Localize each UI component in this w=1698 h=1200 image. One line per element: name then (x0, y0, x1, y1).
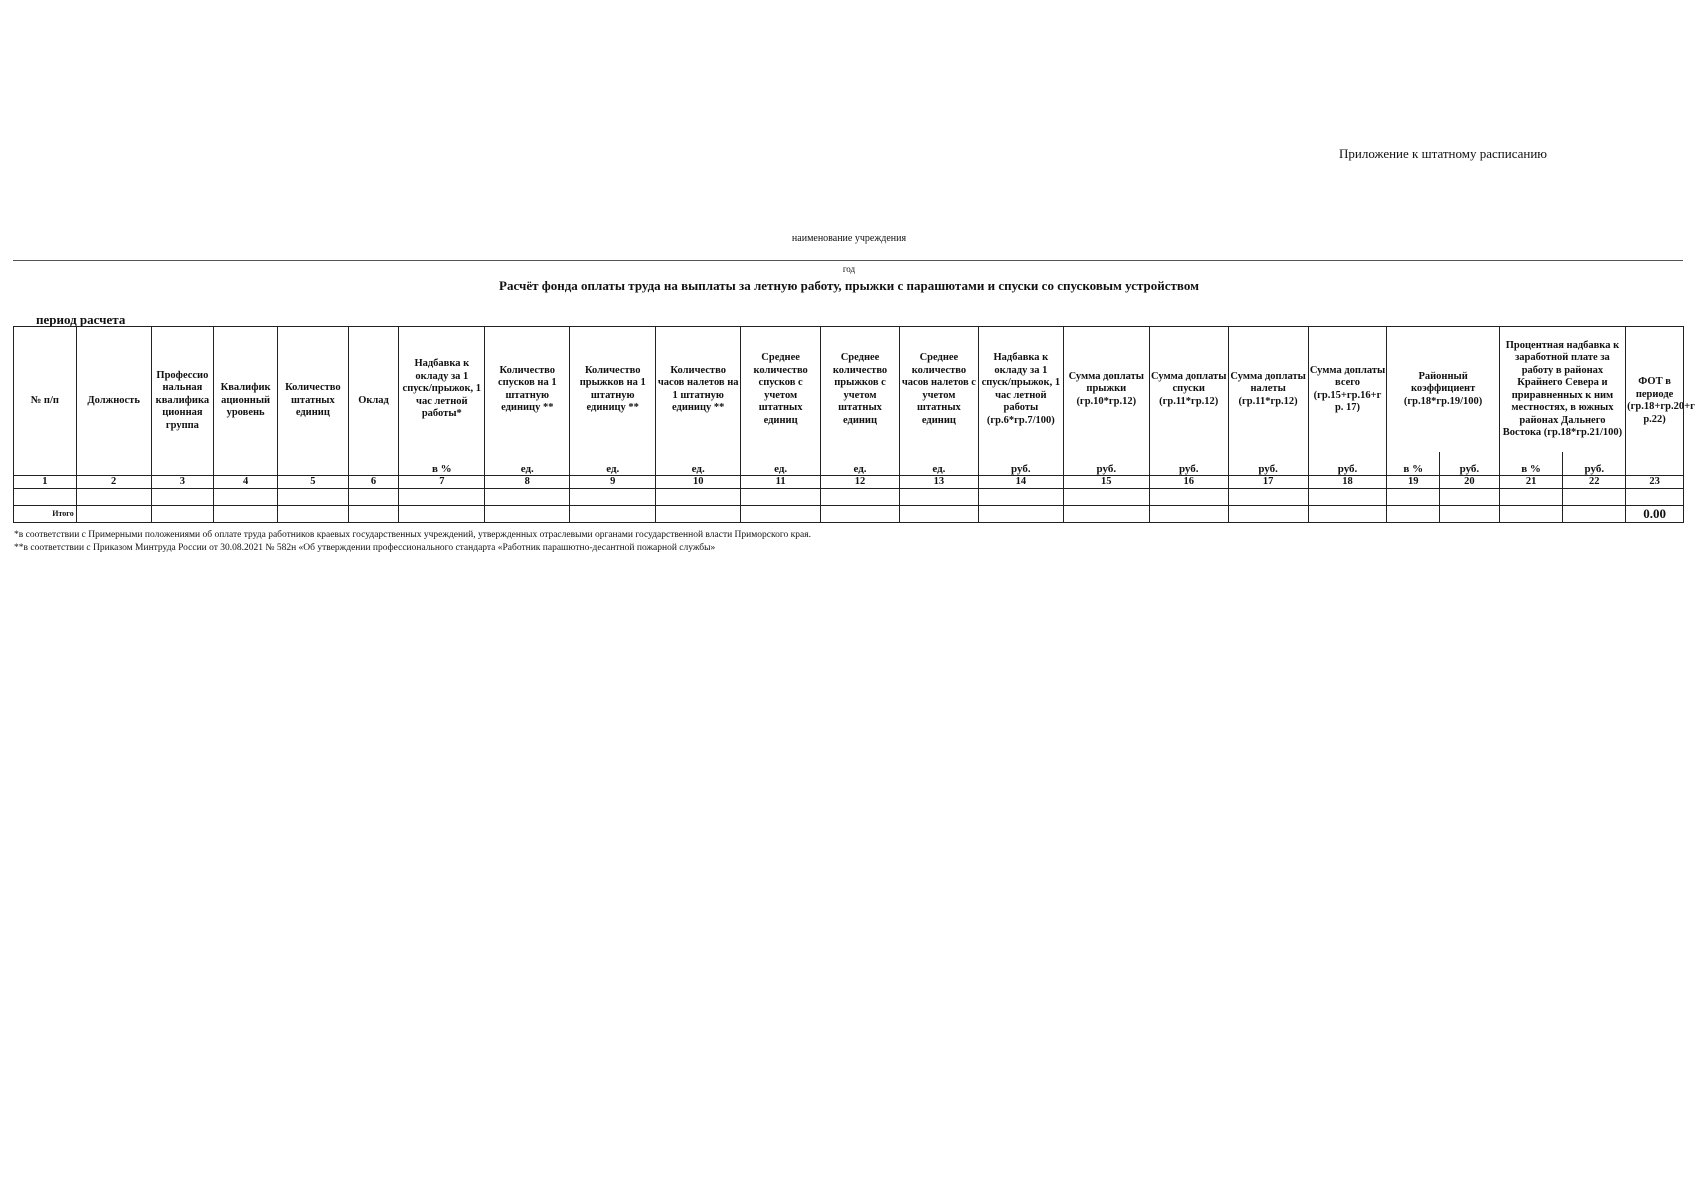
table-cell[interactable] (1440, 489, 1500, 506)
appendix-note: Приложение к штатному расписанию (1339, 146, 1548, 161)
table-cell[interactable] (1499, 506, 1563, 523)
column-number-cell: 21 (1499, 476, 1563, 489)
table-cell[interactable] (741, 506, 821, 523)
column-number-cell: 17 (1228, 476, 1308, 489)
table-cell[interactable] (1387, 489, 1440, 506)
header-cell-north-allowance: Процентная надбавка к заработной плате за работу в районах Крайнего Севера и приравненных к ним местностях, в южных районах Дальнего Востока (гр.18*гр.21/100) (1499, 327, 1625, 453)
column-number-cell: 1 (14, 476, 77, 489)
column-number-cell: 3 (151, 476, 214, 489)
table-cell[interactable] (399, 489, 485, 506)
payroll-calculation-table (13, 326, 1695, 523)
total-fot-value: 0.00 (1626, 506, 1684, 523)
table-cell[interactable] (899, 489, 978, 506)
table-cell[interactable] (399, 506, 485, 523)
table-cell[interactable] (151, 506, 214, 523)
table-cell[interactable] (76, 506, 151, 523)
column-number-row (14, 476, 1684, 489)
table-cell[interactable] (1626, 489, 1684, 506)
period-label: период расчета (36, 312, 126, 327)
table-cell[interactable] (821, 489, 900, 506)
header-row (14, 327, 1684, 453)
header-cell-regional-coefficient: Районный коэффициент (гр.18*гр.19/100) (1387, 327, 1499, 453)
unit-cell-col-12: ед. (821, 452, 900, 476)
table-cell[interactable] (741, 489, 821, 506)
column-number-cell: 19 (1387, 476, 1440, 489)
table-cell[interactable] (277, 489, 348, 506)
column-number-cell: 7 (399, 476, 485, 489)
header-cell-col-2: Должность (76, 327, 151, 476)
table-cell[interactable] (978, 489, 1063, 506)
table-cell[interactable] (899, 506, 978, 523)
institution-caption: наименование учреждения (791, 233, 907, 244)
unit-cell-col-10: ед. (656, 452, 741, 476)
header-cell-col-13: Среднее количество часов налетов с учетом штатных единиц (899, 327, 978, 453)
table-cell[interactable] (1228, 489, 1308, 506)
table-cell[interactable] (1308, 506, 1387, 523)
header-cell-col-15: Сумма доплаты прыжки (гр.10*гр.12) (1063, 327, 1149, 453)
table-cell[interactable] (1063, 489, 1149, 506)
unit-cell-col-21: в % (1499, 452, 1563, 476)
header-cell-col-18: Сумма доплаты всего (гр.15+гр.16+г р. 17) (1308, 327, 1387, 453)
table-cell[interactable] (348, 489, 399, 506)
table-cell[interactable] (1499, 489, 1563, 506)
column-number-cell: 4 (214, 476, 278, 489)
header-cell-col-17: Сумма доплаты налеты (гр.11*гр.12) (1228, 327, 1308, 453)
column-number-cell: 22 (1563, 476, 1626, 489)
column-number-cell: 18 (1308, 476, 1387, 489)
header-cell-col-1: № п/п (14, 327, 77, 476)
column-number-cell: 16 (1149, 476, 1228, 489)
footnote-2: **в соответствии с Приказом Минтруда России от 30.08.2021 № 582н «Об утверждении профессионального стандарта «Работник парашютно-десантной пожарной службы» (14, 543, 716, 553)
column-number-cell: 2 (76, 476, 151, 489)
table-cell[interactable] (656, 489, 741, 506)
header-cell-col-5: Количество штатных единиц (277, 327, 348, 476)
column-number-cell: 11 (741, 476, 821, 489)
column-number-cell: 5 (277, 476, 348, 489)
header-cell-col-12: Среднее количество прыжков с учетом штатных единиц (821, 327, 900, 453)
table-cell[interactable] (1228, 506, 1308, 523)
table-cell[interactable] (14, 489, 77, 506)
table-cell[interactable] (1563, 489, 1626, 506)
footnote-1: *в соответствии с Примерными положениями об оплате труда работников краевых государственных учреждений, утвержденных отраслевыми органами государственной власти Приморского края. (14, 530, 811, 540)
unit-cell-col-11: ед. (741, 452, 821, 476)
table-cell[interactable] (485, 489, 570, 506)
column-number-cell: 8 (485, 476, 570, 489)
table-cell[interactable] (348, 506, 399, 523)
column-number-cell: 23 (1626, 476, 1684, 489)
unit-cell-col-16: руб. (1149, 452, 1228, 476)
table-cell[interactable] (656, 506, 741, 523)
column-number-cell: 6 (348, 476, 399, 489)
table-cell[interactable] (1387, 506, 1440, 523)
table-cell[interactable] (1149, 489, 1228, 506)
unit-cell-col-19: в % (1387, 452, 1440, 476)
table-cell[interactable] (214, 489, 278, 506)
column-number-cell: 15 (1063, 476, 1149, 489)
header-cell-col-8: Количество спусков на 1 штатную единицу ** (485, 327, 570, 453)
table-cell[interactable] (978, 506, 1063, 523)
header-cell-col-14: Надбавка к окладу за 1 спуск/прыжок, 1 час летной работы (гр.6*гр.7/100) (978, 327, 1063, 453)
unit-cell-col-8: ед. (485, 452, 570, 476)
table-cell[interactable] (821, 506, 900, 523)
table-cell[interactable] (214, 506, 278, 523)
institution-name-line (13, 260, 1683, 261)
table-cell[interactable] (1149, 506, 1228, 523)
header-cell-col-6: Оклад (348, 327, 399, 476)
table-cell[interactable] (151, 489, 214, 506)
header-cell-col-3: Профессио нальная квалифика ционная группа (151, 327, 214, 476)
unit-cell-col-13: ед. (899, 452, 978, 476)
table-cell[interactable] (1308, 489, 1387, 506)
table-cell[interactable] (76, 489, 151, 506)
header-cell-col-23: ФОТ в периоде (гр.18+гр.20+г р.22) (1626, 327, 1684, 476)
unit-cell-col-22: руб. (1563, 452, 1626, 476)
column-number-cell: 20 (1440, 476, 1500, 489)
table-cell[interactable] (1563, 506, 1626, 523)
unit-cell-col-15: руб. (1063, 452, 1149, 476)
total-row (14, 506, 1684, 523)
column-number-cell: 9 (570, 476, 656, 489)
unit-cell-col-18: руб. (1308, 452, 1387, 476)
column-number-cell: 12 (821, 476, 900, 489)
header-cell-col-7: Надбавка к окладу за 1 спуск/прыжок, 1 час летной работы* (399, 327, 485, 453)
year-caption: год (842, 264, 856, 274)
table-cell[interactable] (277, 506, 348, 523)
table-cell[interactable] (1440, 506, 1500, 523)
header-cell-col-16: Сумма доплаты спуски (гр.11*гр.12) (1149, 327, 1228, 453)
table-cell[interactable] (570, 506, 656, 523)
header-cell-col-4: Квалифик ационный уровень (214, 327, 278, 476)
document-title: Расчёт фонда оплаты труда на выплаты за летную работу, прыжки с парашютами и спуски со спусковым устройством (499, 278, 1199, 293)
column-number-cell: 10 (656, 476, 741, 489)
unit-cell-col-7: в % (399, 452, 485, 476)
column-number-cell: 14 (978, 476, 1063, 489)
unit-cell-col-14: руб. (978, 452, 1063, 476)
unit-cell-col-20: руб. (1440, 452, 1500, 476)
table-cell[interactable] (570, 489, 656, 506)
data-row-empty (14, 489, 1684, 506)
header-cell-col-11: Среднее количество спусков с учетом штатных единиц (741, 327, 821, 453)
total-label: Итого (14, 506, 77, 523)
unit-cell-col-17: руб. (1228, 452, 1308, 476)
table-cell[interactable] (1063, 506, 1149, 523)
column-number-cell: 13 (899, 476, 978, 489)
header-cell-col-9: Количество прыжков на 1 штатную единицу ** (570, 327, 656, 453)
unit-cell-col-9: ед. (570, 452, 656, 476)
header-cell-col-10: Количество часов налетов на 1 штатную единицу ** (656, 327, 741, 453)
table-cell[interactable] (485, 506, 570, 523)
